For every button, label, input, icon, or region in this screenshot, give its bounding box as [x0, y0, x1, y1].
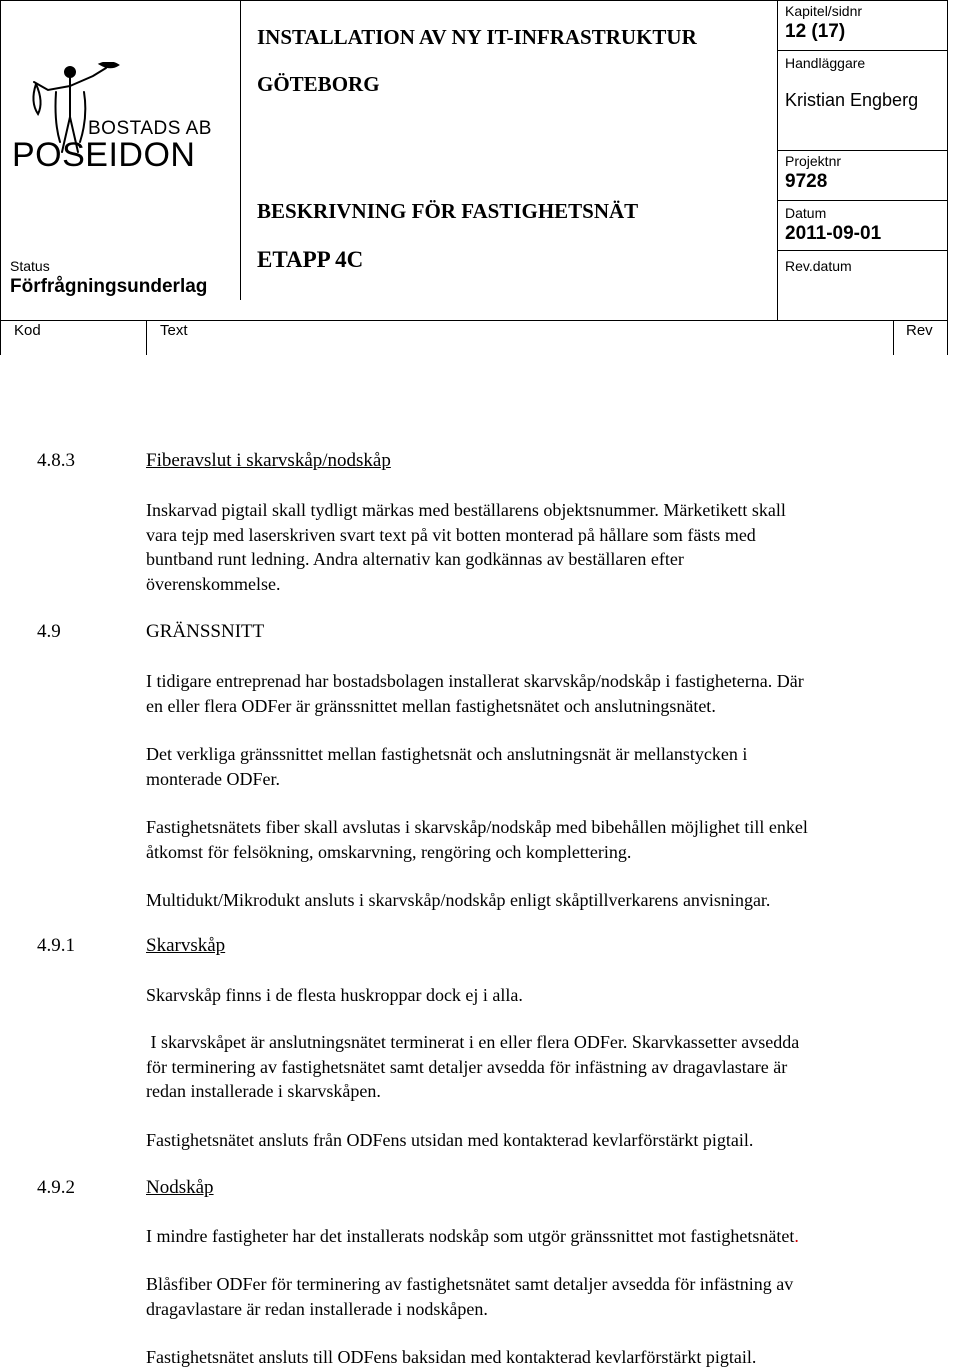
text-line: Fastighetsnätet ansluts till ODFens baksidan med kontakterad kevlarförstärkt pigtail.: [146, 1347, 757, 1367]
text-line: buntband runt ledning. Andra alternativ kan godkännas av beställaren efter: [146, 549, 684, 569]
date-value: 2011-09-01: [785, 223, 882, 244]
section-number-492: 4.9.2: [37, 1177, 75, 1198]
meta-line-4: [777, 250, 948, 251]
col-divider-kod: [146, 320, 147, 355]
frame-right-line: [947, 0, 948, 355]
section-number-491: 4.9.1: [37, 935, 75, 956]
section-title-483: Fiberavslut i skarvskåp/nodskåp: [146, 450, 391, 471]
paragraph-49-1: [146, 669, 946, 718]
text-line: I tidigare entreprenad har bostadsbolagen installerat skarvskåp/nodskåp i fastigheterna. Där: [146, 671, 804, 691]
paragraph-491-3: [146, 1128, 946, 1153]
text-line: Skarvskåp finns i de flesta huskroppar dock ej i alla.: [146, 985, 523, 1005]
page-label: Kapitel/sidnr: [785, 3, 863, 19]
text-line: Inskarvad pigtail skall tydligt märkas med beställarens objektsnummer. Märketikett skall: [146, 500, 786, 520]
header-subtitle-line2: ETAPP 4C: [257, 247, 364, 272]
text-line: Det verkliga gränssnittet mellan fastighetsnät och anslutningsnät är mellanstycken i: [146, 744, 748, 764]
frame-logo-divider: [240, 0, 241, 300]
text-line: Fastighetsnätets fiber skall avslutas i skarvskåp/nodskåp med bibehållen möjlighet till enkel: [146, 817, 808, 837]
text-line: åtkomst för felsökning, omskarvning, rengöring och komplettering.: [146, 841, 632, 862]
text-run-period: .: [794, 1226, 799, 1246]
section-number-483: 4.8.3: [37, 450, 75, 471]
handler-label: Handläggare: [785, 55, 866, 71]
col-kod-label: Kod: [14, 322, 41, 339]
col-rev-label: Rev: [906, 322, 933, 339]
paragraph-492-1: [146, 1224, 946, 1249]
text-line: [146, 1224, 946, 1249]
date-label: Datum: [785, 205, 827, 221]
paragraph-492-2: [146, 1272, 946, 1321]
frame-bottom-line: [0, 320, 948, 321]
section-number-49: 4.9: [37, 621, 61, 642]
meta-line-2: [777, 150, 948, 151]
status-value: Förfrågningsunderlag: [10, 276, 208, 297]
company-logo: [8, 62, 233, 172]
col-divider-rev: [893, 320, 894, 355]
text-run: I mindre fastigheter har det installerats nodskåp som utgör gränssnittet mot fastighetsnätet: [146, 1226, 795, 1246]
header-title-line2: GÖTEBORG: [257, 72, 380, 96]
status-label: Status: [10, 258, 50, 274]
paragraph-492-3: [146, 1345, 946, 1370]
col-text-label: Text: [160, 322, 188, 339]
text-line: Blåsfiber ODFer för terminering av fastighetsnätet samt detaljer avsedda för infästning av: [146, 1274, 794, 1294]
project-label: Projektnr: [785, 153, 842, 169]
frame-meta-divider: [777, 0, 778, 320]
text-line: redan installerade i skarvskåpen.: [146, 1081, 381, 1101]
revdate-label: Rev.datum: [785, 258, 852, 274]
section-title-492: Nodskåp: [146, 1177, 214, 1198]
poseidon-statue-icon: [8, 62, 233, 172]
text-line: monterade ODFer.: [146, 768, 280, 789]
text-line: överenskommelse.: [146, 573, 281, 594]
text-line: Fastighetsnätet ansluts från ODFens utsidan med kontakterad kevlarförstärkt pigtail.: [146, 1130, 754, 1150]
header-title-line1: INSTALLATION AV NY IT-INFRASTRUKTUR: [257, 25, 697, 49]
paragraph-49-2: [146, 742, 946, 791]
paragraph-483-1: [146, 498, 946, 596]
project-value: 9728: [785, 171, 828, 192]
section-title-491: Skarvskåp: [146, 935, 226, 956]
text-line: en eller flera ODFer är gränssnittet mellan fastighetsnätet och anslutningsnätet.: [146, 695, 716, 716]
page-value: 12 (17): [785, 21, 846, 42]
paragraph-491-1: [146, 983, 946, 1008]
text-line: för terminering av fastighetsnätet samt detaljer avsedda för infästning av dragavlastare är: [146, 1056, 788, 1077]
paragraph-491-2: [146, 1030, 946, 1104]
text-line: Multidukt/Mikrodukt ansluts i skarvskåp/nodskåp enligt skåptillverkarens anvisningar.: [146, 890, 771, 910]
logo-text-1: BOSTADS AB: [88, 118, 212, 139]
meta-line-1: [777, 50, 948, 51]
logo-text-2: POSEIDON: [12, 136, 196, 172]
frame-top-line: [0, 0, 948, 1]
text-line: vara tejp med laserskriven svart text på vit botten monterad på hållare som fästs med: [146, 524, 756, 545]
frame-left-line: [0, 0, 1, 355]
paragraph-49-4: [146, 888, 946, 913]
paragraph-49-3: [146, 815, 960, 864]
text-line: I skarvskåpet är anslutningsnätet terminerat i en eller flera ODFer. Skarvkassetter avsedda: [146, 1032, 800, 1052]
meta-line-3: [777, 200, 948, 201]
text-line: dragavlastare är redan installerade i nodskåpen.: [146, 1298, 488, 1319]
section-title-49: GRÄNSSNITT: [146, 621, 265, 642]
handler-value: Kristian Engberg: [785, 90, 919, 110]
header-subtitle-line1: BESKRIVNING FÖR FASTIGHETSNÄT: [257, 199, 639, 223]
